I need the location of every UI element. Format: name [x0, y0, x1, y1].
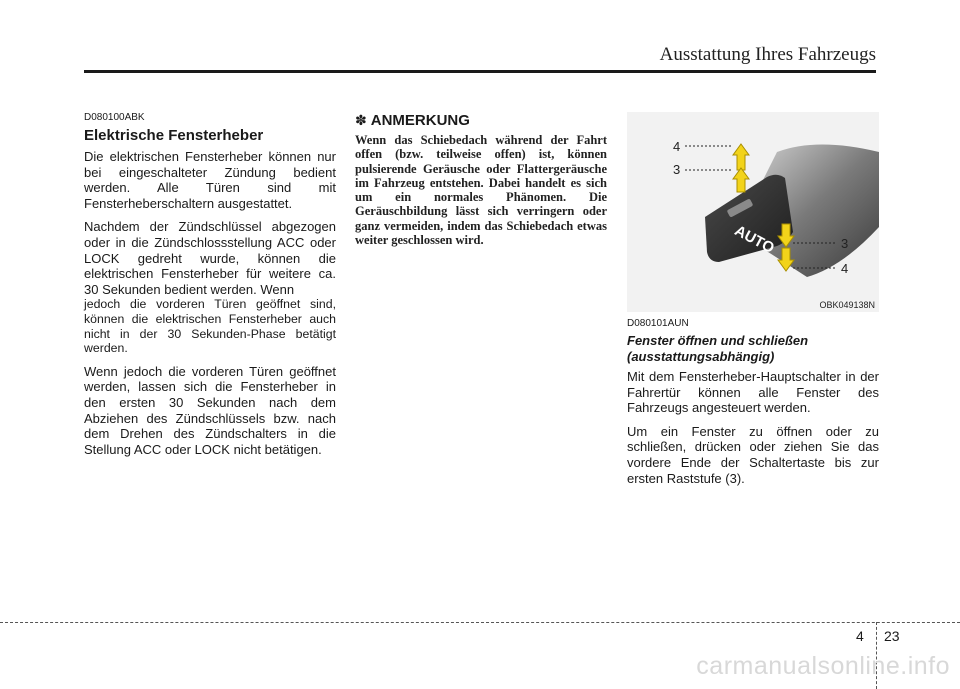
- column-middle: [355, 112, 607, 247]
- section-code: D080101AUN: [627, 318, 689, 329]
- section-code: D080100ABK: [84, 112, 145, 123]
- arrow-up-icon: [733, 168, 749, 192]
- column-left: [84, 112, 336, 465]
- footer-rule: [0, 622, 960, 623]
- paragraph-part: Nachdem der Zündschlüssel abgezogen oder in die Zündschlossstellung ACC oder LOCK gedreht wurde, können die elektrischen Fensterheber für weitere ca. 30 Sekunden bedient werden. Wenn: [84, 219, 336, 297]
- column-right: [627, 112, 879, 494]
- figure-code: OBK049138N: [819, 300, 875, 310]
- header-rule: [84, 70, 876, 73]
- callout-label: 3: [673, 162, 681, 177]
- paragraph: Wenn jedoch die vorderen Türen geöffnet werden, lassen sich die Fensterheber in den ersten 30 Sekunden nach dem Abziehen des Zündschlüssels bzw. nach dem Drehen des Zündschalters in die Stellung ACC oder LOCK nicht betätigen.: [84, 363, 336, 457]
- note-title: [355, 112, 607, 129]
- window-switch-illustration: [627, 112, 879, 312]
- callout-label: 4: [673, 139, 681, 154]
- watermark: carmanualsonline.info: [696, 652, 950, 680]
- note-body: Wenn das Schiebedach während der Fahrt offen (bzw. teilweise offen) ist, können pulsierende Geräusche oder Flattergeräusche im Fahrzeug entstehen. Dabei handelt es sich um ein normales Phänomen. Die Geräuschbildung lässt sich verringern oder ganz vermeiden, indem das Schiebedach etwas weiter geschlossen wird.: [355, 133, 607, 248]
- paragraph: Mit dem Fensterheber-Hauptschalter in der Fahrertür können alle Fenster des Fahrzeugs angesteuert werden.: [627, 369, 879, 416]
- page-number: 23: [884, 628, 900, 644]
- section-title: Fenster öffnen und schließen (ausstattungsabhängig): [627, 333, 809, 364]
- callout-label: 4: [841, 261, 849, 276]
- paragraph: Die elektrischen Fensterheber können nur bei eingeschalteter Zündung bedient werden. Alle Türen sind mit Fensterheberschaltern ausgestattet.: [84, 149, 336, 211]
- chapter-number: 4: [856, 628, 864, 644]
- window-switch-figure: [627, 112, 879, 312]
- callout-label: 3: [841, 236, 849, 251]
- arrow-up-icon: [733, 144, 749, 170]
- paragraph: [84, 219, 336, 297]
- switch-auto-label: AUTO: [731, 222, 777, 258]
- paragraph: jedoch die vorderen Türen geöffnet sind, können die elektrischen Fensterheber auch nicht in der 30 Sekunden-Phase betätigt werden.: [84, 297, 336, 356]
- paragraph: Um ein Fenster zu öffnen oder zu schließen, drücken oder ziehen Sie das vordere Ende der Schaltertaste bis zur ersten Raststufe (3).: [627, 423, 879, 486]
- note-title-text: ANMERKUNG: [370, 112, 470, 129]
- section-title: Elektrische Fensterheber: [84, 127, 264, 144]
- asterisk-icon: ✽: [355, 112, 367, 128]
- header-title: Ausstattung Ihres Fahrzeugs: [659, 44, 876, 65]
